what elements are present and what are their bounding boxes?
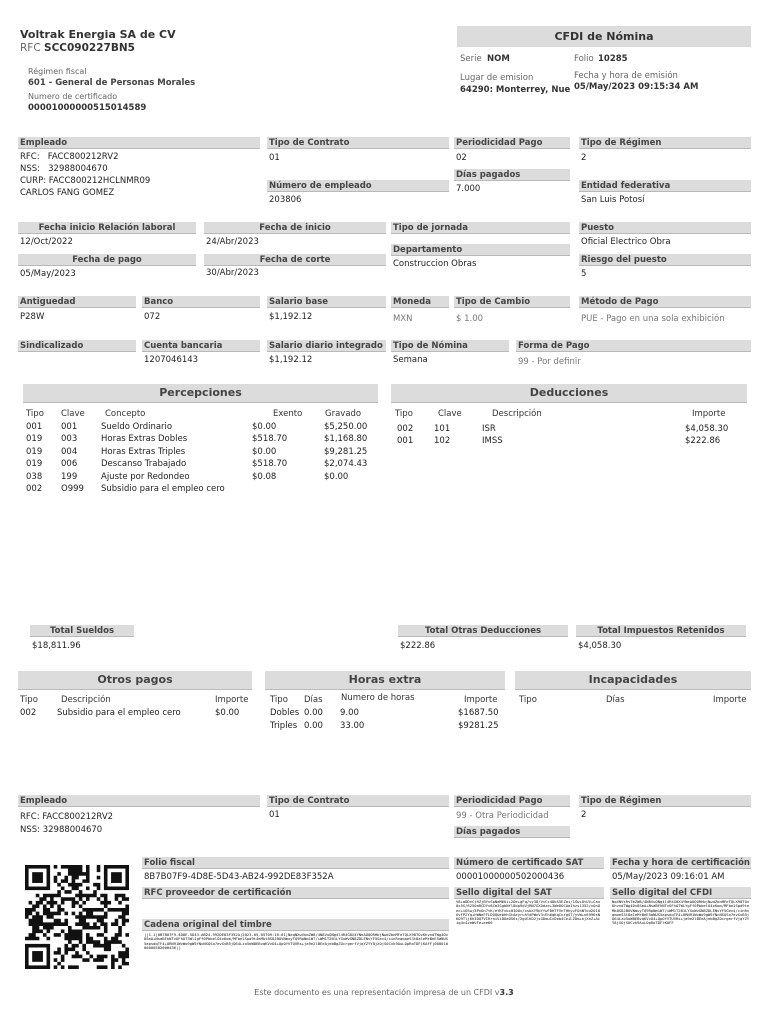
num-empleado-value: 203806 — [269, 195, 302, 205]
departamento-label: Departamento — [391, 244, 570, 256]
fecha-corte-label: Fecha de corte — [204, 254, 386, 266]
moneda-value: MXN — [393, 314, 413, 324]
horas-col-horas: Numero de horas — [341, 693, 415, 703]
cert-sat-value: 00001000000502000436 — [456, 872, 565, 882]
employee-rfc-value: FACC800212RV2 — [47, 152, 119, 162]
qr-code-graphic — [25, 865, 129, 969]
ded-col-descripcion: Descripción — [492, 409, 542, 419]
perc-exento: $0.00 — [252, 446, 277, 457]
cert-sat-label: Número de certificado SAT — [454, 857, 604, 869]
sello-sat-label: Sello digital del SAT — [454, 887, 604, 899]
regimen-label: Régimen fiscal — [28, 67, 87, 76]
ded-clave: 102 — [434, 436, 451, 447]
cadena-original-label: Cadena original del timbre — [142, 919, 449, 931]
perc-col-exento: Exento — [273, 409, 303, 419]
issuer-name: Voltrak Energia SA de CV — [20, 28, 176, 41]
salario-base-label: Salario base — [267, 296, 386, 308]
inicio-relacion-label: Fecha inicio Relación laboral — [18, 222, 196, 234]
perc-clave: 199 — [61, 471, 78, 482]
riesgo-value: 5 — [581, 269, 587, 279]
contrato-value: 01 — [269, 153, 280, 163]
total-sueldos-value: $18,811.96 — [32, 641, 81, 651]
fecha-emision-label: Fecha y hora de emisión — [574, 71, 678, 81]
employee-curp — [20, 176, 150, 187]
cfdi-title: CFDI de Nómina — [457, 26, 751, 47]
perc-exento: $0.00 — [252, 422, 277, 432]
perc-clave: 001 — [61, 422, 78, 432]
issuer-rfc-value: SCC090227BN5 — [44, 42, 135, 54]
horas-importe: $9281.25 — [458, 720, 499, 731]
employee-nss — [20, 164, 108, 175]
perc-clave: 006 — [61, 459, 78, 470]
perc-col-gravado: Gravado — [325, 409, 362, 419]
ded-descripcion: IMSS — [482, 436, 503, 447]
footer-regimen-label: Tipo de Régimen — [579, 795, 751, 807]
total-sueldos-label: Total Sueldos — [30, 625, 134, 637]
perc-col-concepto: Concepto — [105, 409, 146, 419]
folio-label: Folio — [574, 54, 594, 64]
perc-clave: 004 — [61, 446, 78, 457]
dias-pagados-label: Días pagados — [454, 169, 570, 181]
perc-gravado: $2,074.43 — [324, 459, 368, 470]
jornada-label: Tipo de jornada — [391, 222, 570, 234]
ded-tipo: 001 — [397, 436, 414, 447]
footer-regimen-value: 2 — [581, 810, 587, 820]
sdi-value: $1,192.12 — [269, 355, 313, 365]
issuer-rfc — [20, 42, 135, 54]
perc-tipo: 019 — [26, 459, 43, 470]
employee-name: CARLOS FANG GOMEZ — [20, 188, 115, 198]
cert-value: 00001000000515014589 — [28, 103, 147, 113]
fecha-cert-value: 05/May/2023 09:16:01 AM — [612, 872, 725, 882]
perc-concepto: Ajuste por Redondeo — [101, 471, 190, 482]
employee-nss-label: NSS: — [20, 164, 41, 174]
footer-contrato-label: Tipo de Contrato — [267, 795, 449, 807]
horas-importe: $1687.50 — [458, 708, 499, 718]
total-impuestos-value: $4,058.30 — [578, 641, 622, 651]
fecha-inicio-value: 24/Abr/2023 — [206, 237, 259, 247]
footer-note-version: 3.3 — [499, 988, 514, 997]
horas-numero: 33.00 — [340, 720, 365, 731]
perc-clave: 003 — [61, 434, 78, 445]
ded-col-clave: Clave — [438, 409, 462, 419]
horas-col-dias: Días — [304, 695, 323, 705]
otros-col-tipo: Tipo — [20, 695, 38, 705]
ded-clave: 101 — [434, 424, 451, 434]
forma-pago-label: Forma de Pago — [516, 340, 751, 352]
perc-concepto: Subsidio para el empleo cero — [101, 484, 225, 494]
cadena-original-value: ||1.1|8B7B07F9-4D8E-5D43-AB24-992DE83F352A|2023-05-05T09:16:01|NeqNXwVkmZW8/4N8VuQNg4l4R4G0X4YNeAOQORHbjNwdZbnMFeTQLX98TOvKhvndTWg4Dv8SmA+NsaBFhNTvOFhOT3WlJgFf0PbbelO4xKom/MFbe1Spd9t4eMkt8S8JBOVNmuyTQ9RpNm1W7/iWM1T2B1LYGuWvGN8ZDLENvYF5Gev4/cinRvqmoeS3t8aleMrBeE5aNUS5apsdqTF4+ORN91WvWo9gW5YNcNSQSo7evSvB5jQ64Lzo5oW8EBvqKVvO4+QpOYVTUVRs+ja9e2lBEeAjebBgZOcrgerfVjqYZYY8jXOjS0Cvk9AuLOpRoTDFlKAFF|00001000000502000436|| — [144, 933, 449, 950]
fecha-pago-label: Fecha de pago — [18, 254, 196, 266]
ded-tipo: 002 — [397, 424, 414, 434]
serie-label: Serie — [460, 54, 482, 64]
issuer-rfc-label: RFC — [20, 42, 41, 54]
perc-col-tipo: Tipo — [26, 409, 44, 419]
folio-fiscal-value: 8B7B07F9-4D8E-5D43-AB24-992DE83F352A — [144, 872, 334, 882]
banco-label: Banco — [142, 296, 260, 308]
footer-nss — [20, 825, 102, 836]
periodicidad-label: Periodicidad Pago — [454, 137, 570, 149]
perc-concepto: Horas Extras Triples — [101, 446, 186, 457]
periodicidad-value: 02 — [456, 153, 467, 163]
perc-gravado: $9,281.25 — [324, 446, 368, 457]
metodo-pago-value: PUE - Pago en una sola exhibición — [581, 314, 725, 324]
footer-empleado-label: Empleado — [18, 795, 260, 807]
folio-fiscal-label: Folio fiscal — [142, 857, 449, 869]
horas-tipo: Dobles — [270, 708, 300, 718]
dias-pagados-value: 7.000 — [456, 184, 481, 194]
metodo-pago-label: Método de Pago — [579, 296, 751, 308]
employee-curp-value: FACC800212HCLNMR09 — [48, 176, 151, 186]
sindicalizado-label: Sindicalizado — [18, 340, 136, 352]
employee-rfc — [20, 152, 118, 163]
riesgo-label: Riesgo del puesto — [579, 254, 751, 266]
footer-periodicidad-value: 99 - Otra Periodicidad — [456, 811, 549, 821]
perc-concepto: Descanso Trabajado — [101, 459, 187, 470]
otros-importe: $0.00 — [215, 708, 240, 718]
perc-concepto: Sueldo Ordinario — [101, 422, 173, 432]
percepciones-header: Percepciones — [23, 384, 378, 403]
otros-tipo: 002 — [20, 708, 37, 718]
folio-value: 10285 — [598, 54, 628, 64]
qr-code — [25, 865, 129, 969]
puesto-label: Puesto — [579, 222, 751, 234]
perc-tipo: 019 — [26, 434, 43, 445]
regimen-tipo-label: Tipo de Régimen — [579, 137, 751, 149]
footer-dias-label: Días pagados — [454, 826, 570, 838]
horas-col-importe: Importe — [464, 695, 498, 705]
footer-contrato-value: 01 — [269, 810, 280, 820]
incap-col-importe: Importe — [713, 695, 747, 705]
employee-curp-label: CURP: — [20, 176, 47, 186]
num-empleado-label: Número de empleado — [267, 180, 449, 192]
serie-value: NOM — [487, 54, 510, 64]
banco-value: 072 — [144, 312, 161, 322]
footer-note-text: Este documento es una representación impresa de un CFDI v — [254, 988, 500, 997]
footer-nss-label: NSS: — [20, 825, 41, 835]
fecha-corte-value: 30/Abr/2023 — [206, 268, 259, 278]
perc-exento: $0.08 — [252, 471, 277, 482]
tipo-cambio-label: Tipo de Cambio — [454, 296, 570, 308]
cuenta-bancaria-label: Cuenta bancaria — [142, 340, 260, 352]
footer-rfc — [20, 812, 113, 823]
sdi-label: Salario diario integrado — [267, 340, 386, 352]
inicio-relacion-value: 12/Oct/2022 — [20, 237, 73, 247]
perc-col-clave: Clave — [61, 409, 85, 419]
footer-nss-value: 32988004670 — [42, 825, 103, 835]
ded-col-tipo: Tipo — [395, 409, 413, 419]
total-otras-label: Total Otras Deducciones — [398, 625, 568, 637]
perc-tipo: 002 — [26, 484, 43, 494]
perc-gravado: $1,168.80 — [324, 434, 368, 445]
cuenta-bancaria-value: 1207046143 — [144, 355, 199, 365]
otros-col-descripcion: Descripción — [61, 695, 111, 705]
fecha-cert-label: Fecha y hora de certificación — [612, 858, 750, 868]
tipo-nomina-label: Tipo de Nómina — [391, 340, 509, 352]
forma-pago-value: 99 - Por definir — [518, 357, 581, 367]
employee-nss-value: 32988004670 — [48, 164, 108, 174]
perc-concepto: Horas Extras Dobles — [101, 434, 188, 445]
footer-rfc-value: FACC800212RV2 — [42, 812, 114, 822]
perc-gravado: $5,250.00 — [324, 422, 368, 432]
incap-col-dias: Días — [606, 695, 625, 705]
entidad-label: Entidad federativa — [579, 180, 751, 192]
horas-dias: 0.00 — [304, 720, 323, 731]
salario-base-value: $1,192.12 — [269, 312, 313, 322]
ded-importe: $222.86 — [685, 436, 721, 447]
regimen-value: 601 - General de Personas Morales — [28, 78, 196, 88]
ded-descripcion: ISR — [482, 424, 496, 434]
sello-cfdi-value: NqXNVsRsTmZW8/4N8VuQNg4l4R4G0X4YNeAOQORHbjNwdZbnMFeTQLX98TOvKhvndTWg4Dv8SmA+NsaBFhNTvOFhOTWLYgFf0PbbelO4xKom/MFbe1Spd9teMk8S8JBOVNmuyTQ9RpNm1W7/iWM1T2B1LYGuWvGN8ZDLENvYF5Gev4/cinRvqmoeS3t8aleMrBeE5aNUS5apsdqTF4+ORN91WvWo9gW5YNcNSQSo7evSvB5jQ64Lzo5oW8EBvqKVvO4+QpOYVTUVRs+ja9e2lBEeAjebBgZOcrgerfVjqYZYY8jXOjS0Cvk9AuLOpRoTDFlKAFF — [612, 900, 750, 926]
horas-tipo: Triples — [270, 720, 298, 731]
footer-periodicidad-label: Periodicidad Pago — [454, 795, 570, 807]
fecha-pago-value: 05/May/2023 — [20, 269, 76, 279]
incapacidades-header: Incapacidades — [515, 671, 751, 690]
tipo-cambio-value: $ 1.00 — [456, 314, 484, 324]
total-impuestos-label: Total Impuestos Retenidos — [576, 625, 746, 637]
fecha-emision-value: 05/May/2023 09:15:34 AM — [574, 82, 699, 92]
departamento-value: Construccion Obras — [393, 259, 477, 269]
total-otras-value: $222.86 — [400, 641, 436, 651]
otros-descripcion: Subsidio para el empleo cero — [57, 708, 181, 718]
deducciones-header: Deducciones — [391, 384, 747, 403]
regimen-tipo-value: 2 — [581, 153, 587, 163]
horas-dias: 0.00 — [304, 708, 323, 718]
horas-col-tipo: Tipo — [270, 695, 288, 705]
fecha-inicio-label: Fecha de inicio — [204, 222, 386, 234]
contrato-label: Tipo de Contrato — [267, 137, 449, 149]
incap-col-tipo: Tipo — [519, 695, 537, 705]
sello-sat-value: V8+aDDvCjRZjBYvSpNeM6Ui+2Oe+gFq/vy38/VvCc4DbS5EZai/1Gw+OtUV+Cau0x5S/6250aRCDYv8Cm3SgbNfl8bp9dVjRN7GXOdze+3WeDOCAaIhzs1352/vQnQec+iOSwj3PnOn7tK/eYKFcbc0I0Ov/xsbXY9bYfwFDHTFVnTHhyvFOhNTou2O18OvFP2Yq+hWNeFFLDOQUebhhGtAeyruhYdPWnV3=Eh6qKqCnrgS7/yvW+n6996sNKO9Tlj6hIDQ7VIHrniViDOeDS6z/2gUlKO2jsGDmuIcDeb4CeiLZDm+kjXnZ+Aiiq4c4zeWvFe+ee66 — [456, 900, 601, 926]
footer-note — [0, 988, 768, 997]
empleado-label: Empleado — [18, 137, 260, 149]
cert-label: Numero de certificado — [28, 92, 118, 101]
perc-tipo: 001 — [26, 422, 43, 432]
antiguedad-value: P28W — [20, 312, 45, 322]
lugar-label: Lugar de emision — [460, 73, 534, 83]
perc-clave: O999 — [61, 484, 84, 494]
lugar-value: 64290: Monterrey, Nue — [460, 85, 571, 95]
ded-col-importe: Importe — [692, 409, 726, 419]
employee-rfc-label: RFC: — [20, 152, 40, 162]
ded-importe: $4,058.30 — [685, 424, 729, 434]
rfc-proveedor-label: RFC proveedor de certificación — [142, 887, 449, 899]
horas-numero: 9.00 — [340, 708, 359, 718]
antiguedad-label: Antiguedad — [18, 296, 136, 308]
moneda-label: Moneda — [391, 296, 449, 308]
perc-exento: $518.70 — [252, 459, 288, 470]
perc-tipo: 019 — [26, 446, 43, 457]
perc-exento: $518.70 — [252, 434, 288, 445]
otros-pagos-header: Otros pagos — [18, 671, 252, 690]
footer-rfc-label: RFC: — [20, 812, 40, 822]
otros-col-importe: Importe — [215, 695, 249, 705]
puesto-value: Oficial Electrico Obra — [581, 237, 671, 247]
perc-gravado: $0.00 — [324, 471, 349, 482]
entidad-value: San Luis Potosí — [581, 195, 645, 205]
horas-extra-header: Horas extra — [265, 671, 505, 690]
perc-tipo: 038 — [26, 471, 43, 482]
tipo-nomina-value: Semana — [393, 355, 428, 365]
sello-cfdi-label: Sello digital del CFDI — [610, 887, 751, 899]
